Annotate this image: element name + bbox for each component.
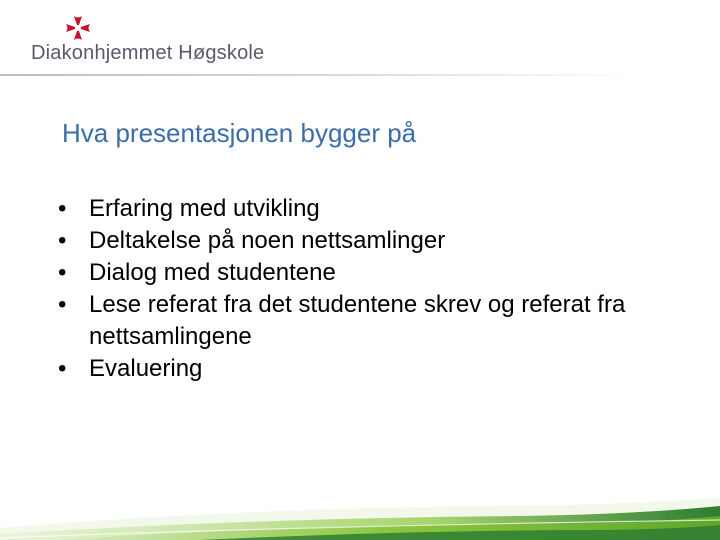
bullet-dot-icon: •: [58, 259, 67, 286]
bullet-item: • Dialog med studentene: [58, 257, 658, 289]
slide-title: Hva presentasjonen bygger på: [62, 118, 417, 148]
cross-emblem-icon: [63, 13, 93, 43]
institution-logo: [22, 10, 282, 70]
bullet-list: [58, 193, 658, 385]
bullet-item: • Lese referat fra det studentene skrev og referat fra nettsamlingene: [58, 291, 626, 350]
logo-wordmark: Diakonhjemmet Høgskole: [31, 42, 265, 64]
bullet-item: • Evaluering: [58, 353, 658, 385]
bullet-dot-icon: •: [58, 355, 67, 382]
bullet-dot-icon: •: [58, 195, 67, 222]
bullet-item: • Deltakelse på noen nettsamlinger: [58, 225, 658, 257]
bullet-dot-icon: •: [58, 227, 67, 254]
footer-swoosh-decoration: [0, 494, 720, 540]
bullet-item: • Erfaring med utvikling: [58, 193, 658, 225]
bullet-dot-icon: •: [58, 291, 67, 318]
header-divider: [0, 74, 640, 76]
